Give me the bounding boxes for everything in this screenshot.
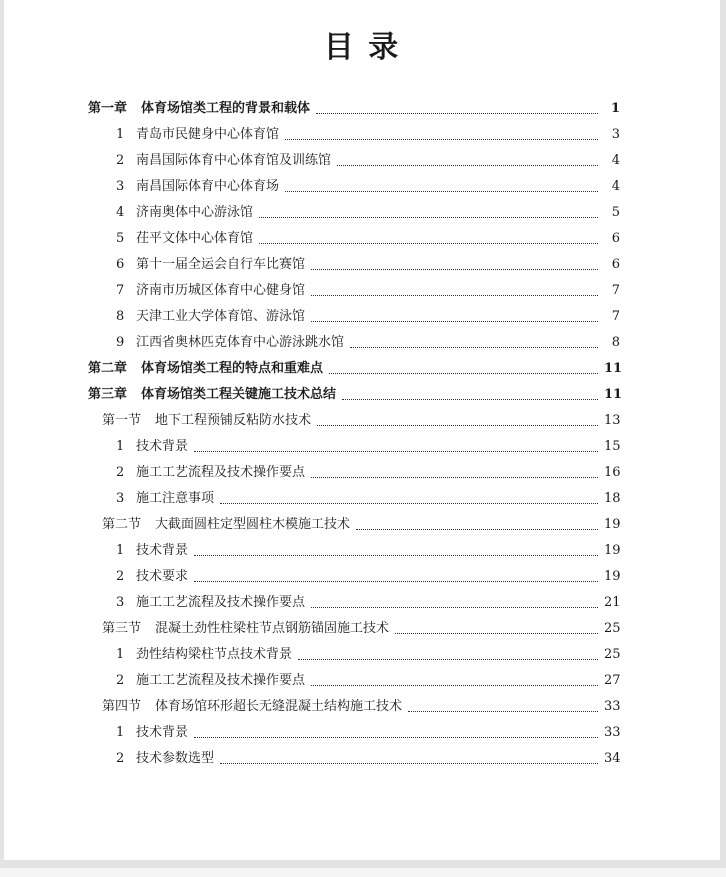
toc-entry-item[interactable] [4, 668, 720, 694]
toc-entry-item[interactable] [4, 486, 720, 512]
toc-entry-page-number: 27 [604, 673, 621, 688]
toc-entry-title: 体育场馆类工程关键施工技术总结 [141, 387, 337, 402]
dot-leader [356, 529, 598, 530]
toc-entry-page-number: 16 [604, 465, 621, 480]
toc-entry-title: 南昌国际体育中心体育馆及训练馆 [136, 153, 332, 168]
toc-entry-number: 2 [116, 751, 125, 766]
toc-entry-item[interactable] [4, 174, 720, 200]
toc-entry-number: 3 [116, 595, 125, 610]
dot-leader [220, 503, 598, 504]
toc-entry-title: 施工工艺流程及技术操作要点 [136, 595, 306, 610]
toc-entry-title: 大截面圆柱定型圆柱木模施工技术 [155, 517, 351, 532]
toc-entry-chapter[interactable] [4, 356, 720, 382]
dot-leader [311, 269, 598, 270]
toc-entry-page-number: 34 [604, 751, 621, 766]
toc-entry-title: 南昌国际体育中心体育场 [136, 179, 280, 194]
toc-entry-number: 4 [116, 205, 125, 220]
toc-entry-number: 6 [116, 257, 125, 272]
dot-leader [220, 763, 598, 764]
toc-entry-page-number: 19 [604, 543, 621, 558]
toc-entry-number: 第三节 [102, 621, 142, 636]
toc-entry-title: 劲性结构梁柱节点技术背景 [136, 647, 293, 662]
dot-leader [311, 295, 598, 296]
toc-entry-item[interactable] [4, 434, 720, 460]
table-of-contents [4, 96, 720, 772]
next-page-edge [0, 868, 726, 877]
toc-entry-item[interactable] [4, 122, 720, 148]
toc-entry-page-number: 33 [604, 725, 621, 740]
toc-entry-title: 技术背景 [136, 543, 189, 558]
toc-entry-title: 混凝土劲性柱梁柱节点钢筋锚固施工技术 [155, 621, 390, 636]
toc-entry-number: 1 [116, 725, 125, 740]
toc-entry-number: 2 [116, 673, 125, 688]
toc-entry-page-number: 6 [611, 231, 620, 246]
toc-entry-number: 3 [116, 179, 125, 194]
toc-entry-page-number: 1 [610, 101, 620, 116]
toc-entry-item[interactable] [4, 720, 720, 746]
toc-entry-number: 9 [116, 335, 125, 350]
toc-entry-title: 技术背景 [136, 439, 189, 454]
toc-entry-number: 5 [116, 231, 125, 246]
toc-entry-title: 天津工业大学体育馆、游泳馆 [136, 309, 306, 324]
dot-leader [194, 737, 598, 738]
toc-entry-title: 青岛市民健身中心体育馆 [136, 127, 280, 142]
toc-entry-title: 第十一届全运会自行车比赛馆 [136, 257, 306, 272]
toc-entry-item[interactable] [4, 746, 720, 772]
page-title: 目 录 [323, 30, 401, 65]
dot-leader [311, 607, 598, 608]
dot-leader [285, 191, 598, 192]
toc-entry-title: 技术背景 [136, 725, 189, 740]
toc-entry-number: 第一章 [88, 101, 128, 116]
dot-leader [316, 113, 598, 114]
toc-entry-page-number: 7 [611, 309, 620, 324]
toc-entry-number: 1 [116, 647, 125, 662]
dot-leader [311, 321, 598, 322]
toc-entry-page-number: 33 [604, 699, 621, 714]
toc-entry-number: 2 [116, 465, 125, 480]
toc-entry-chapter[interactable] [4, 382, 720, 408]
toc-entry-number: 8 [116, 309, 125, 324]
dot-leader [298, 659, 598, 660]
dot-leader [337, 165, 598, 166]
dot-leader [342, 399, 598, 400]
toc-entry-item[interactable] [4, 304, 720, 330]
toc-entry-number: 1 [116, 127, 125, 142]
toc-entry-page-number: 5 [611, 205, 620, 220]
dot-leader [395, 633, 598, 634]
dot-leader [311, 477, 598, 478]
dot-leader [285, 139, 598, 140]
toc-entry-page-number: 25 [604, 647, 621, 662]
toc-entry-number: 7 [116, 283, 125, 298]
toc-entry-title: 体育场馆环形超长无缝混凝土结构施工技术 [155, 699, 403, 714]
toc-entry-page-number: 11 [604, 361, 623, 376]
toc-entry-title: 体育场馆类工程的特点和重难点 [141, 361, 324, 376]
toc-entry-title: 施工工艺流程及技术操作要点 [136, 465, 306, 480]
toc-entry-item[interactable] [4, 200, 720, 226]
toc-entry-page-number: 15 [604, 439, 621, 454]
toc-entry-item[interactable] [4, 642, 720, 668]
toc-entry-page-number: 19 [604, 569, 621, 584]
toc-entry-title: 施工工艺流程及技术操作要点 [136, 673, 306, 688]
dot-leader [350, 347, 598, 348]
toc-entry-item[interactable] [4, 590, 720, 616]
toc-entry-title: 济南市历城区体育中心健身馆 [136, 283, 306, 298]
dot-leader [259, 217, 598, 218]
toc-entry-page-number: 19 [604, 517, 621, 532]
toc-entry-number: 第三章 [88, 387, 128, 402]
toc-entry-page-number: 7 [611, 283, 620, 298]
toc-entry-page-number: 3 [611, 127, 620, 142]
toc-entry-number: 1 [116, 543, 125, 558]
toc-entry-item[interactable] [4, 460, 720, 486]
toc-entry-page-number: 4 [611, 179, 620, 194]
toc-entry-section[interactable] [4, 616, 720, 642]
toc-entry-number: 第二章 [88, 361, 128, 376]
toc-entry-section[interactable] [4, 408, 720, 434]
toc-entry-number: 2 [116, 569, 125, 584]
dot-leader [194, 581, 598, 582]
toc-entry-title: 茌平文体中心体育馆 [136, 231, 254, 246]
toc-entry-item[interactable] [4, 564, 720, 590]
dot-leader [408, 711, 598, 712]
toc-entry-section[interactable] [4, 512, 720, 538]
toc-entry-number: 第一节 [102, 413, 142, 428]
toc-entry-page-number: 13 [604, 413, 621, 428]
toc-entry-title: 江西省奥林匹克体育中心游泳跳水馆 [136, 335, 345, 350]
dot-leader [194, 555, 598, 556]
toc-entry-page-number: 8 [611, 335, 620, 350]
toc-entry-item[interactable] [4, 538, 720, 564]
dot-leader [311, 685, 598, 686]
toc-entry-item[interactable] [4, 330, 720, 356]
toc-entry-page-number: 4 [611, 153, 620, 168]
toc-entry-page-number: 11 [604, 387, 623, 402]
toc-entry-title: 地下工程预铺反粘防水技术 [155, 413, 312, 428]
toc-entry-number: 2 [116, 153, 125, 168]
toc-entry-page-number: 18 [604, 491, 621, 506]
toc-entry-title: 施工注意事项 [136, 491, 215, 506]
toc-entry-item[interactable] [4, 226, 720, 252]
toc-entry-section[interactable] [4, 694, 720, 720]
toc-entry-page-number: 25 [604, 621, 621, 636]
toc-entry-title: 技术参数选型 [136, 751, 215, 766]
toc-entry-number: 第二节 [102, 517, 142, 532]
toc-entry-page-number: 21 [604, 595, 621, 610]
toc-entry-item[interactable] [4, 278, 720, 304]
toc-entry-number: 3 [116, 491, 125, 506]
toc-entry-number: 1 [116, 439, 125, 454]
toc-entry-title: 体育场馆类工程的背景和载体 [141, 101, 311, 116]
toc-entry-chapter[interactable] [4, 96, 720, 122]
toc-entry-number: 第四节 [102, 699, 142, 714]
document-page [4, 0, 720, 860]
toc-entry-item[interactable] [4, 252, 720, 278]
toc-entry-item[interactable] [4, 148, 720, 174]
toc-entry-title: 技术要求 [136, 569, 189, 584]
toc-entry-title: 济南奥体中心游泳馆 [136, 205, 254, 220]
dot-leader [329, 373, 598, 374]
dot-leader [194, 451, 598, 452]
dot-leader [317, 425, 598, 426]
toc-entry-page-number: 6 [611, 257, 620, 272]
dot-leader [259, 243, 598, 244]
